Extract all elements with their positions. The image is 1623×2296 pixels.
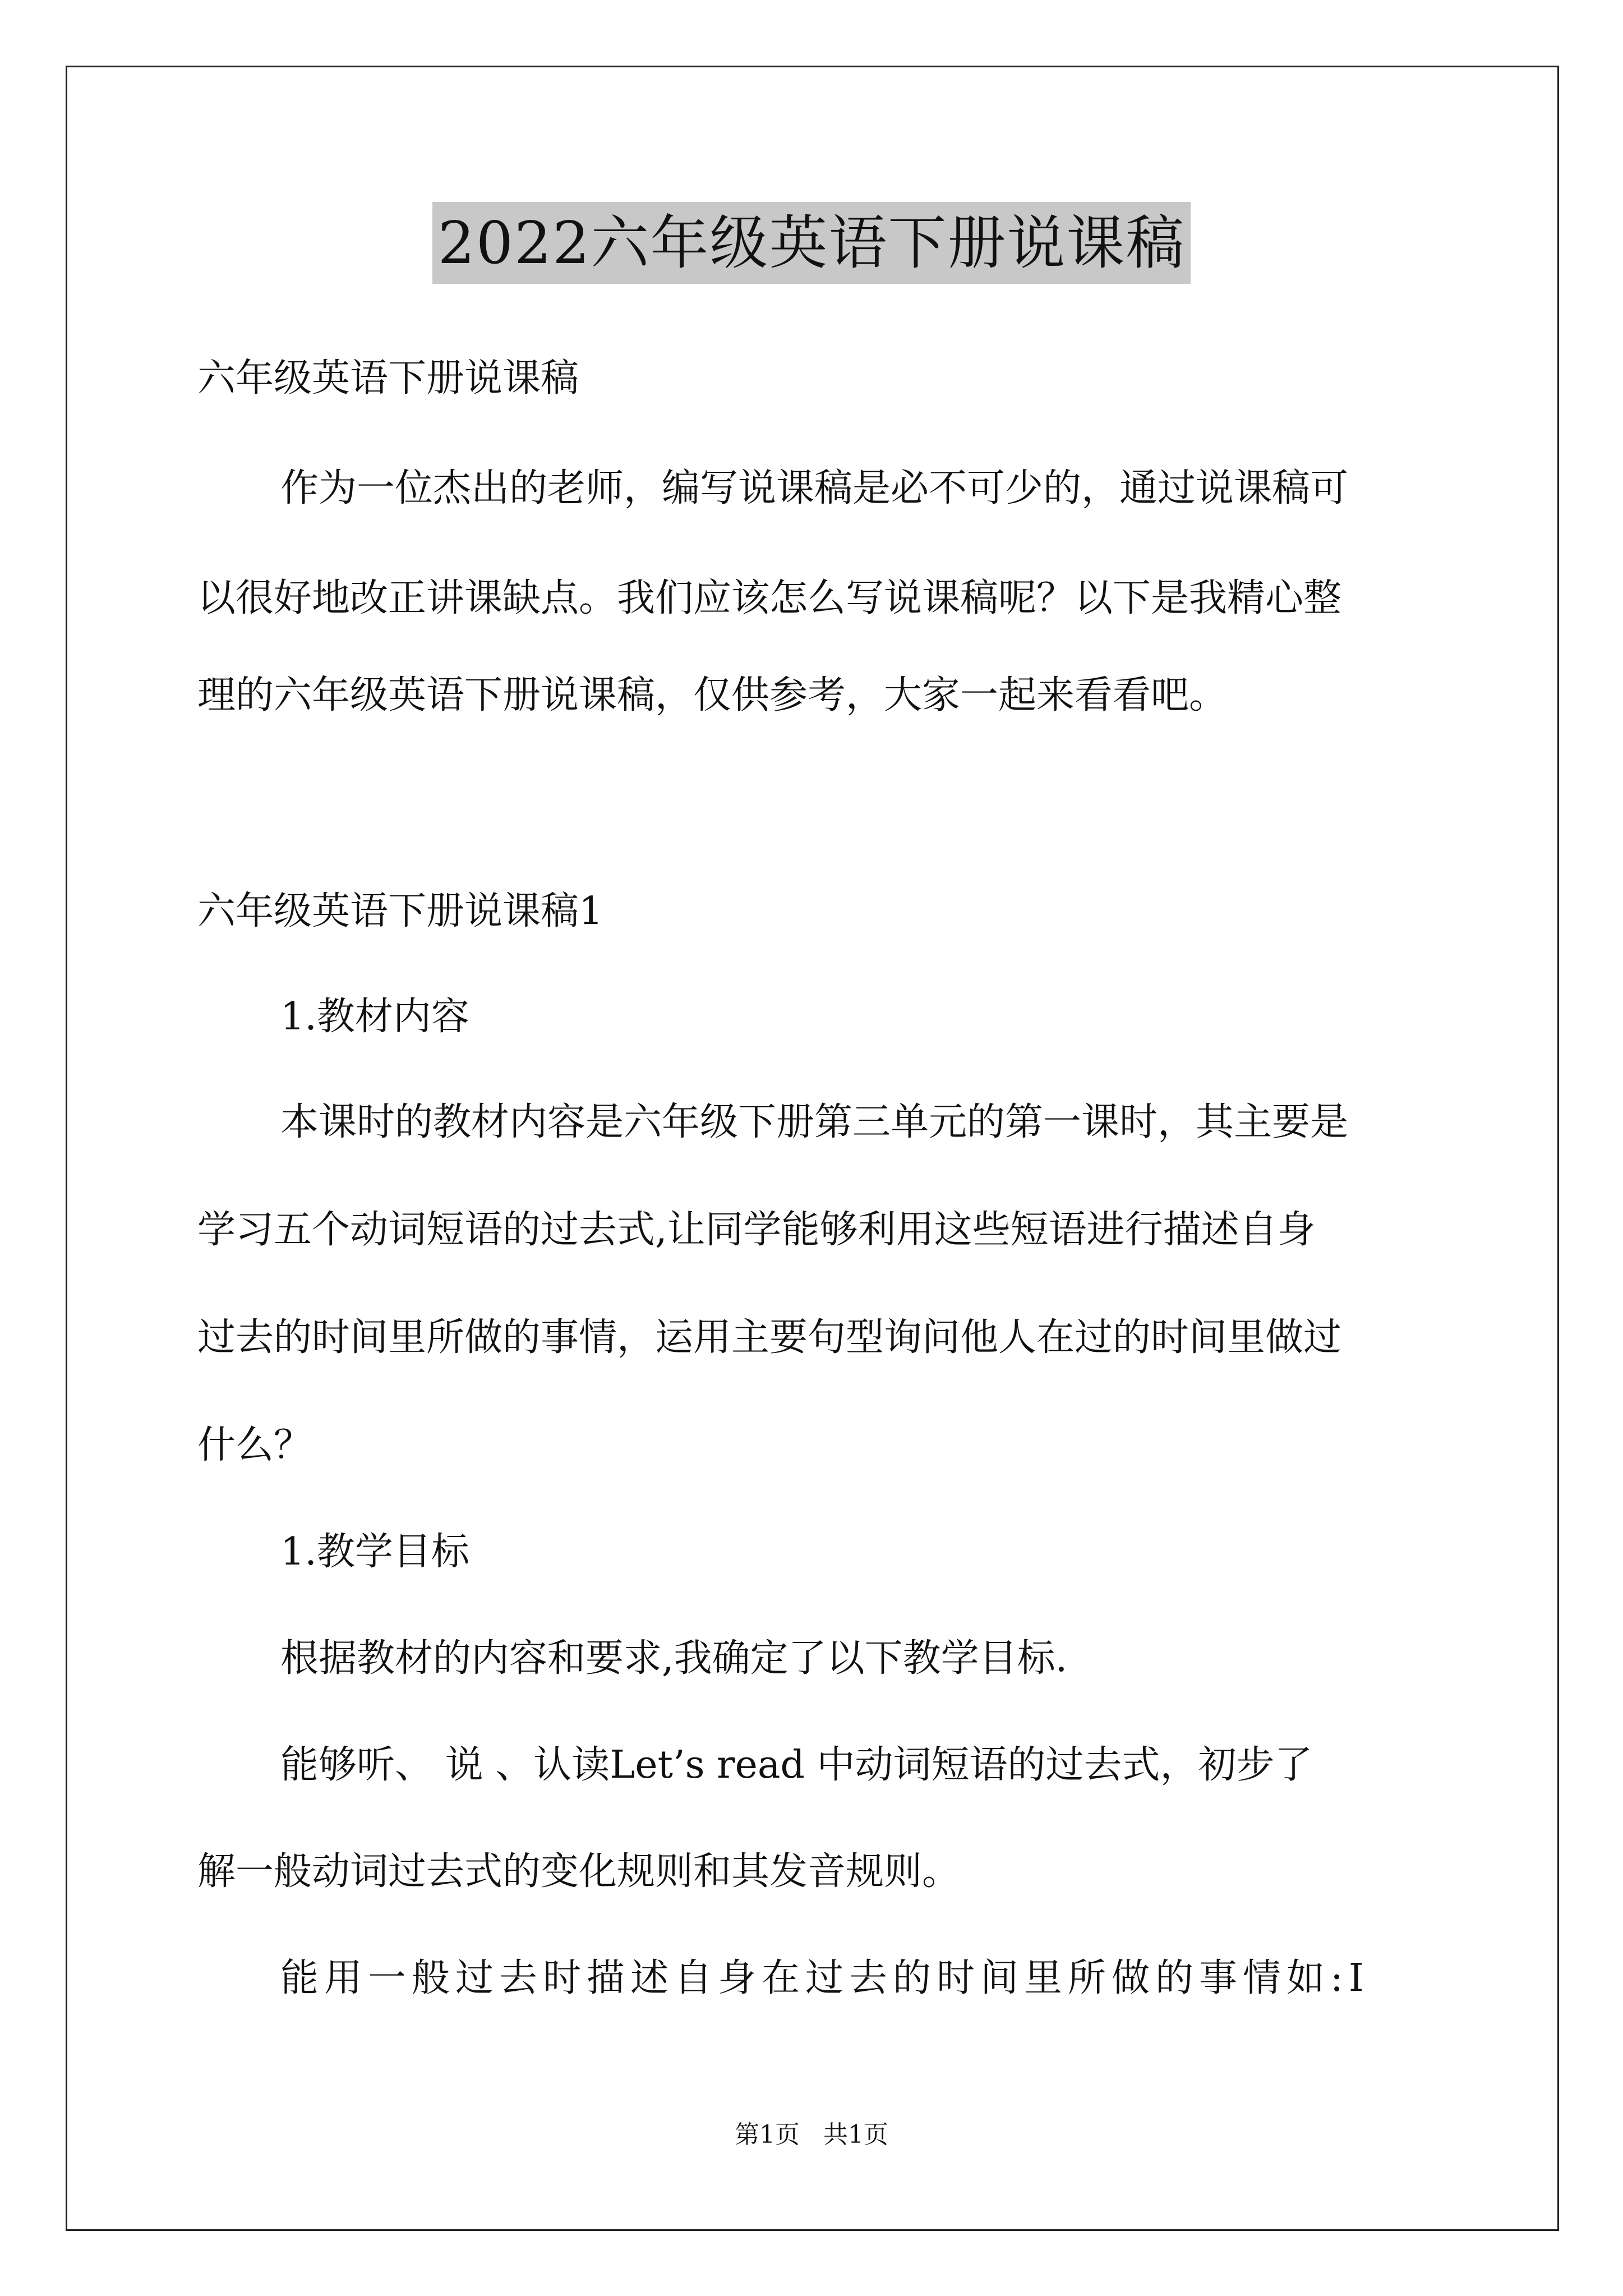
subheading-teaching-material: 1.教材内容 <box>280 995 469 1039</box>
paragraph-line: 过去的时间里所做的事情，运用主要句型询问他人在过的时间里做过 <box>197 1315 1342 1360</box>
paragraph-line: 根据教材的内容和要求,我确定了以下教学目标. <box>280 1636 1068 1681</box>
paragraph-line: 作为一位杰出的老师，编写说课稿是必不可少的，通过说课稿可 <box>280 466 1349 510</box>
subheading-teaching-goals: 1.教学目标 <box>280 1530 469 1574</box>
paragraph-line: 以很好地改正讲课缺点。我们应该怎么写说课稿呢？以下是我精心整 <box>197 576 1342 620</box>
paragraph-line: 学习五个动词短语的过去式,让同学能够利用这些短语进行描述自身 <box>197 1208 1316 1252</box>
paragraph-line: 什么？ <box>197 1423 312 1467</box>
paragraph-line: 本课时的教材内容是六年级下册第三单元的第一课时，其主要是 <box>280 1100 1349 1144</box>
subtitle-line: 六年级英语下册说课稿 <box>197 356 579 401</box>
document-title: 2022六年级英语下册说课稿 <box>432 202 1191 284</box>
page-footer <box>0 2119 1623 2151</box>
title-container <box>0 202 1623 284</box>
paragraph-line: 解一般动词过去式的变化规则和其发音规则。 <box>197 1849 961 1894</box>
page-number-current: 第1页 <box>735 2120 800 2149</box>
paragraph-line: 理的六年级英语下册说课稿，仅供参考，大家一起来看看吧。 <box>197 673 1228 717</box>
page-number-total: 共1页 <box>823 2120 888 2149</box>
paragraph-line: 能用一般过去时描述自身在过去的时间里所做的事情如:I <box>280 1956 1370 2000</box>
section-heading: 六年级英语下册说课稿1 <box>197 889 603 933</box>
paragraph-line: 能够听、 说 、认读Let’s read 中动词短语的过去式，初步了 <box>280 1743 1313 1787</box>
